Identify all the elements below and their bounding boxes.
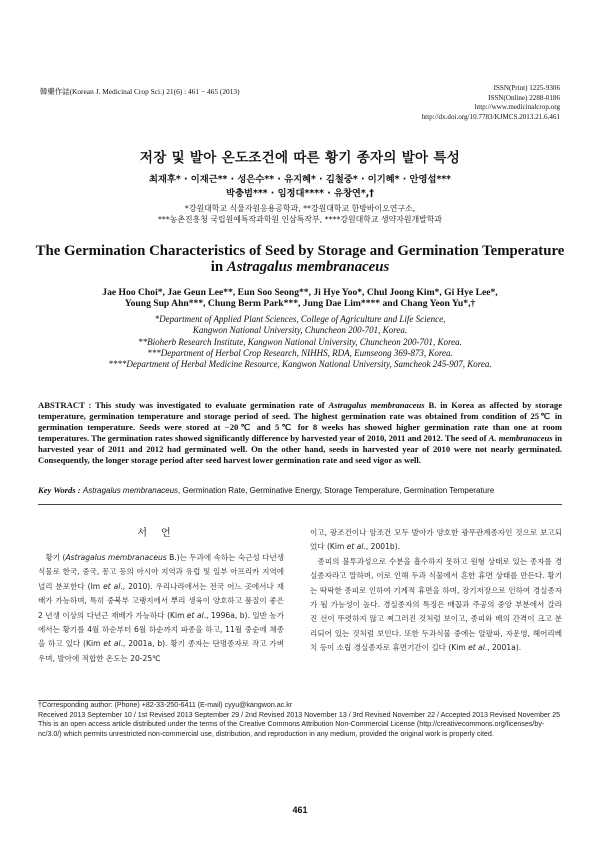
body-text: 황기 ( — [45, 553, 66, 562]
body-etal: et al — [103, 581, 121, 591]
body-paragraph — [38, 551, 284, 666]
body-etal: et al — [186, 610, 204, 620]
abstract — [38, 400, 562, 465]
abstract-label: ABSTRACT : — [38, 400, 92, 410]
english-affiliations — [40, 314, 560, 370]
issn-print: ISSN(Print) 1225-9306 — [493, 84, 560, 92]
body-etal: et al — [103, 639, 121, 649]
body-text: ., 1996a, b). 일반 농가에서는 황기를 4월 하순부터 6월 하순까지 파종을 하고, 11월 중순에 채종을 하고 있다 (Kim — [38, 610, 284, 649]
english-authors-line-2: Young Sup Ahn***, Chung Berm Park***, Jung Dae Lim**** and Chang Yeon Yu*,† — [124, 298, 476, 310]
english-affiliation-line: **Bioherb Research Institute, Kangwon National University, Chuncheon 200-701, Korea. — [138, 336, 462, 347]
journal-citation: 韓藥作誌(Korean J. Medicinal Crop Sci.) 21(6) : 461 − 465 (2013) — [40, 87, 240, 96]
journal-identifiers — [360, 84, 560, 122]
body-text: ., 2001a, b). 황기 종자는 단명종자로 작고 가벼우며, 발아에 적합한 온도는 20-25℃ — [38, 639, 284, 663]
body-etal: et al — [468, 643, 485, 653]
english-authors-line-1: Jae Hoo Choi*, Jae Geun Lee**, Eun Soo Seong**, Ji Hye Yoo*, Chul Joong Kim*, Gi Hye Lee*, — [102, 287, 498, 298]
english-title — [20, 243, 580, 275]
abstract-text: This study was investigated to evaluate germination rate of — [91, 400, 329, 410]
body-column-left — [38, 551, 284, 666]
abstract-text: in harvested year of 2011 and 2012 had germinated well. On the other hand, seeds in harvested year of 2010 were not nearly germinated. Consequently, the longer storage period after seed harvest lower germination rate and seed vigor as well. — [38, 432, 563, 465]
keywords-label: Key Words : — [38, 485, 81, 495]
body-text: ., 2010). 우리나라에서는 전국 어느 곳에서나 재배가 가능하며, 특히 중북부 고랭지에서 뿌리 생육이 양호하고 품질이 좋은 2 년생 이상의 다년근 재배가 가능하다 (Kim — [38, 581, 284, 620]
body-species: Astragalus membranaceus — [65, 553, 167, 562]
korean-authors-line-1: 최재후* · 이재근** · 성은수** · 유지혜* · 김철중* · 이기혜* · 안영섭*** — [148, 174, 452, 185]
doi-link[interactable]: http://dx.doi.org/10.7783/KJMCS.2013.21.6.461 — [421, 112, 560, 121]
english-title-species: Astragalus membranaceus — [226, 259, 390, 275]
keywords-list: , Germination Rate, Germinative Energy, Storage Temperature, Germination Temperature — [178, 486, 495, 495]
body-paragraph — [310, 526, 562, 555]
page-number: 461 — [292, 805, 308, 815]
korean-affiliations — [40, 203, 560, 225]
body-paragraph — [310, 555, 562, 656]
body-text: B.)는 두과에 속하는 숙근성 다년생 식물로 한국, 중국, 몽고 등의 아시아 지역과 유럽 및 일부 아프리카 지역에 널리 분포한다 (Im — [38, 553, 284, 591]
english-affiliation-line: *Department of Applied Plant Sciences, College of Agriculture and Life Science, — [154, 314, 446, 324]
keywords — [38, 485, 562, 496]
journal-website[interactable]: http://www.medicinalcrop.org — [474, 103, 560, 111]
keywords-species: Astragalus membranaceus — [82, 486, 179, 495]
english-title-prefix: in — [210, 259, 227, 275]
english-title-line-1: The Germination Characteristics of Seed by Storage and Germination Temperature — [35, 243, 565, 259]
english-affiliation-line: ***Department of Herbal Crop Research, NIHHS, RDA, Eumseong 369-873, Korea. — [147, 347, 453, 358]
body-column-right — [310, 526, 562, 656]
received-dates: Received 2013 September 10 / 1st Revised 2013 September 29 / 2nd Revised 2013 November 13 / 3rd Revised November 22 / Accepted 2013 Revised November 25 — [38, 710, 561, 719]
body-text: 종피의 불투과성으로 수분을 흡수하지 못하고 원형 상태로 있는 종자를 경실종자라고 말하며, 이로 인해 두과 식물에서 흔한 휴면 상태를 만든다. 황기는 딱딱한 종피로 인하여 기계적 휴면을 하며, 장기저장으로 인하여 경실종자가 될 가능성이 높다. 경실종자의 특징은 배꼽과 주공의 중앙 부분에서 갈라진 선이 뚜렷하지 않고 찌그러진 것처럼 보이고, 종피와 배의 간격이 크고 분리되어 있는 것처럼 보인다. 또한 두과식물 중에는 알팔파, 자운영, 헤어리베치 등이 소립 경실종자로 휴면기간이 길다 (Kim — [310, 556, 562, 653]
license-text: This is an open access article distributed under the terms of the Creative Commons Attribution Non-Commercial License (http://creativecommons.org/licenses/by-nc/3.0/) which permits unrestricted non-commercial use, distribution, and reproduction in any medium, provided the original work is properly cited. — [38, 720, 545, 738]
body-text: ., 2001b). — [363, 542, 401, 552]
body-etal: et al — [346, 542, 364, 552]
korean-affiliation-line-1: *강원대학교 식물자원응용공학과, **강원대학교 한방바이오연구소, — [184, 204, 416, 213]
korean-title: 저장 및 발아 온도조건에 따른 황기 종자의 발아 특성 — [139, 150, 461, 166]
corresponding-author: †Corresponding author: (Phone) +82-33-250-6411 (E-mail) cyyu@kangwon.ac.kr — [38, 701, 293, 709]
korean-authors — [40, 173, 560, 201]
korean-affiliation-line-2: ***농촌진흥청 국립원예특작과학원 인삼특작부, ****강원대학교 생약자원개발학과 — [157, 215, 443, 224]
issn-online: ISSN(Online) 2288-0186 — [488, 93, 560, 102]
abstract-text: B. in Korea as affected by storage temperature, germination temperature and storage period of seed. The highest germination rate was obtained from condition of 25℃ in germination temperature. Seeds were stored at −20℃ and 5℃ for 8 weeks has showed higher germination rate than one at room temperatures. The germination rates showed significantly difference by harvested year of 2010, 2011 and 2012. The seed of — [38, 400, 563, 443]
abstract-species: Astragalus membranaceus — [328, 400, 425, 410]
section-heading-introduction: 서언 — [137, 528, 185, 539]
abstract-species: A. membranaceus — [488, 432, 553, 443]
keywords-divider — [38, 504, 562, 505]
body-text: 이고, 광조건이나 암조건 모두 발아가 양호한 광무관계종자인 것으로 보고되었다 (Kim — [310, 528, 562, 552]
english-authors — [40, 287, 560, 309]
english-title-line-2 — [20, 259, 580, 275]
body-text: ., 2001a). — [484, 643, 522, 653]
korean-authors-line-2: 박충범*** · 임정대**** · 유창연*,† — [226, 188, 374, 199]
footnote — [38, 701, 562, 739]
english-affiliation-line: Kangwon National University, Chuncheon 200-701, Korea. — [192, 325, 408, 336]
english-affiliation-line: ****Department of Herbal Medicine Resource, Kangwon National University, Samcheok 245-907, Korea. — [108, 359, 492, 370]
